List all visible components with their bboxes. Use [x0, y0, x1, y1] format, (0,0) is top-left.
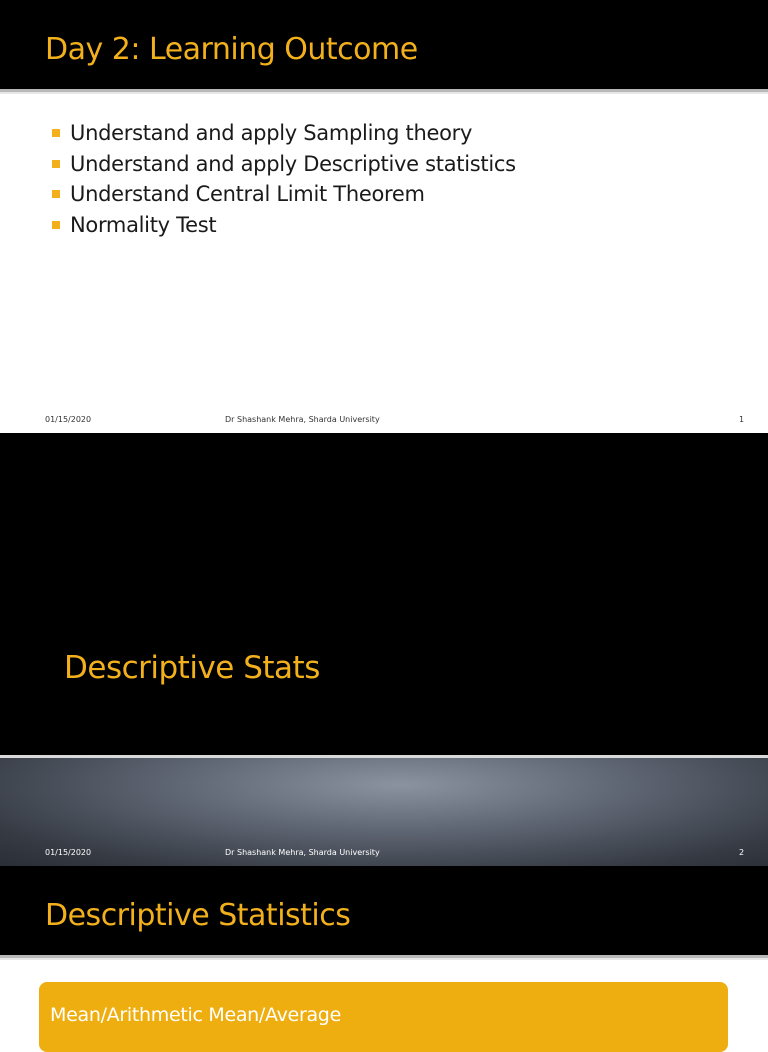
square-bullet-icon	[52, 221, 60, 229]
learning-outcome-list	[50, 118, 516, 240]
footer-author: Dr Shashank Mehra, Sharda University	[225, 848, 380, 857]
slide-2	[0, 433, 768, 866]
list-item-text: Understand Central Limit Theorem	[70, 182, 425, 206]
list-item	[50, 179, 516, 210]
square-bullet-icon	[52, 160, 60, 168]
slide-2-footer	[0, 846, 768, 860]
footer-date: 01/15/2020	[45, 848, 92, 857]
list-item-text: Understand and apply Descriptive statistics	[70, 151, 516, 176]
square-bullet-icon	[52, 190, 60, 198]
footer-date: 01/15/2020	[45, 415, 92, 424]
slide-1-footer	[0, 413, 768, 427]
mean-definition-box	[39, 982, 728, 1052]
footer-page-number: 2	[739, 848, 745, 857]
slide-3-header-divider-light	[0, 958, 768, 960]
mean-definition-label: Mean/Arithmetic Mean/Average	[50, 1004, 341, 1026]
list-item	[50, 118, 516, 149]
slide-3-header	[0, 866, 768, 955]
slide-1-title: Day 2: Learning Outcome	[45, 32, 418, 67]
slide-3-title: Descriptive Statistics	[45, 898, 351, 933]
slide-1-header-divider-light	[0, 92, 768, 94]
slide-3	[0, 866, 768, 1024]
slide-2-title: Descriptive Stats	[64, 650, 320, 686]
list-item	[50, 210, 516, 241]
slide-1-header	[0, 0, 768, 89]
footer-page-number: 1	[739, 415, 745, 424]
list-item-text: Understand and apply Sampling theory	[70, 121, 473, 145]
footer-author: Dr Shashank Mehra, Sharda University	[225, 415, 380, 424]
square-bullet-icon	[52, 129, 60, 137]
list-item	[50, 149, 516, 180]
list-item-text: Normality Test	[70, 212, 217, 237]
slide-1	[0, 0, 768, 433]
